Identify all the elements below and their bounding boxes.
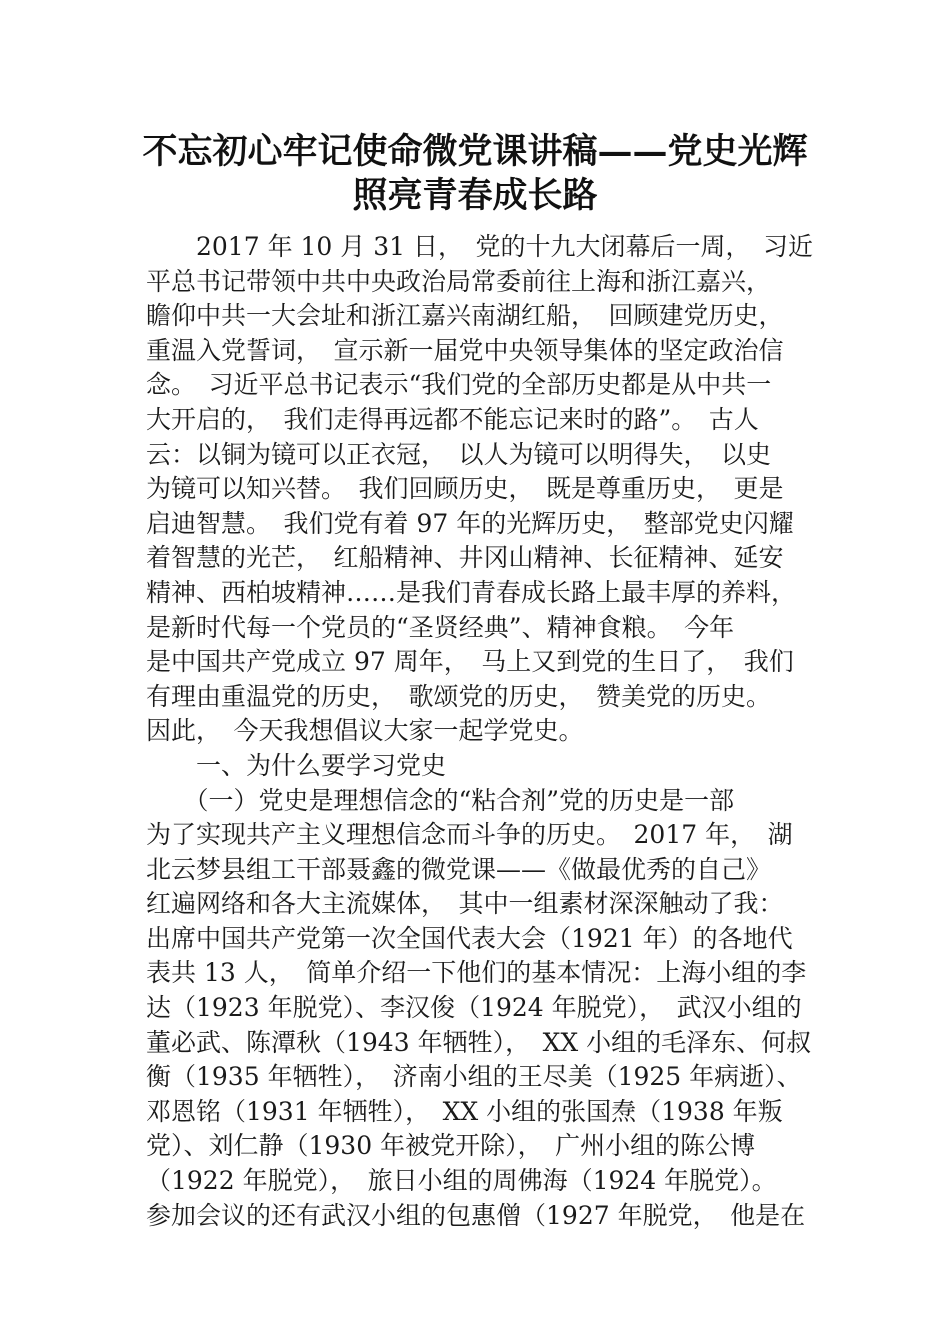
body-line: 启迪智慧。 我们党有着 97 年的光辉历史， 整部党史闪耀 — [146, 508, 794, 538]
body-line: 精神、西柏坡精神……是我们青春成长路上最丰厚的养料， — [146, 577, 797, 607]
body-line: （1922 年脱党）， 旅日小组的周佛海（1924 年脱党）。 — [146, 1166, 777, 1196]
body-line: 董必武、陈潭秋（1943 年牺牲）， XX 小组的毛泽东、何叔 — [146, 1027, 812, 1057]
body-line: 北云梦县组工干部聂鑫的微党课——《做最优秀的自己》 — [146, 854, 772, 884]
body-line: 瞻仰中共一大会址和浙江嘉兴南湖红船， 回顾建党历史， — [146, 301, 784, 331]
body-line: 达（1923 年脱党）、李汉俊（1924 年脱党）， 武汉小组的 — [146, 993, 802, 1023]
body-line: 有理由重温党的历史， 歌颂党的历史， 赞美党的历史。 — [146, 681, 772, 711]
document-body — [146, 230, 813, 1233]
body-line: 表共 13 人， 简单介绍一下他们的基本情况：上海小组的李 — [146, 958, 807, 988]
body-line: 念。 习近平总书记表示“我们党的全部历史都是从中共一 — [146, 370, 772, 400]
body-line: 邓恩铭（1931 年牺牲）， XX 小组的张国焘（1938 年叛 — [146, 1096, 783, 1126]
body-line: 平总书记带领中共中央政治局常委前往上海和浙江嘉兴， — [146, 266, 772, 296]
body-line: 着智慧的光芒， 红船精神、井冈山精神、长征精神、延安 — [146, 543, 784, 573]
body-line: 因此， 今天我想倡议大家一起学党史。 — [146, 716, 584, 746]
title-line: 不忘初心牢记使命微党课讲稿——党史光辉 — [142, 131, 808, 172]
body-line: 参加会议的还有武汉小组的包惠僧（1927 年脱党， 他是在 — [146, 1200, 806, 1230]
body-line: 大开启的， 我们走得再远都不能忘记来时的路”。 古人 — [146, 404, 759, 434]
body-line: 重温入党誓词， 宣示新一届党中央领导集体的坚定政治信 — [146, 335, 784, 365]
body-line: 是中国共产党成立 97 周年， 马上又到党的生日了， 我们 — [146, 647, 794, 677]
subsection-heading: （一）党史是理想信念的“粘合剂”党的历史是一部 — [146, 785, 735, 815]
title-line: 照亮青春成长路 — [352, 175, 598, 216]
body-line: 为镜可以知兴替。 我们回顾历史， 既是尊重历史， 更是 — [146, 474, 784, 504]
body-line: 红遍网络和各大主流媒体， 其中一组素材深深触动了我： — [146, 889, 784, 919]
body-line: 是新时代每一个党员的“圣贤经典”、精神食粮。 今年 — [146, 612, 735, 642]
body-line: 2017 年 10 月 31 日， 党的十九大闭幕后一周， 习近 — [146, 232, 813, 261]
body-line: 云：以铜为镜可以正衣冠， 以人为镜可以明得失， 以史 — [146, 439, 772, 469]
body-line: 党）、刘仁静（1930 年被党开除）， 广州小组的陈公博 — [146, 1131, 756, 1161]
body-line: 衡（1935 年牺牲）， 济南小组的王尽美（1925 年病逝）、 — [146, 1062, 802, 1092]
document-title — [120, 130, 830, 218]
body-line: 出席中国共产党第一次全国代表大会（1921 年）的各地代 — [146, 923, 793, 953]
body-line: 为了实现共产主义理想信念而斗争的历史。 2017 年， 湖 — [146, 820, 793, 850]
section-heading: 一、为什么要学习党史 — [146, 750, 447, 780]
